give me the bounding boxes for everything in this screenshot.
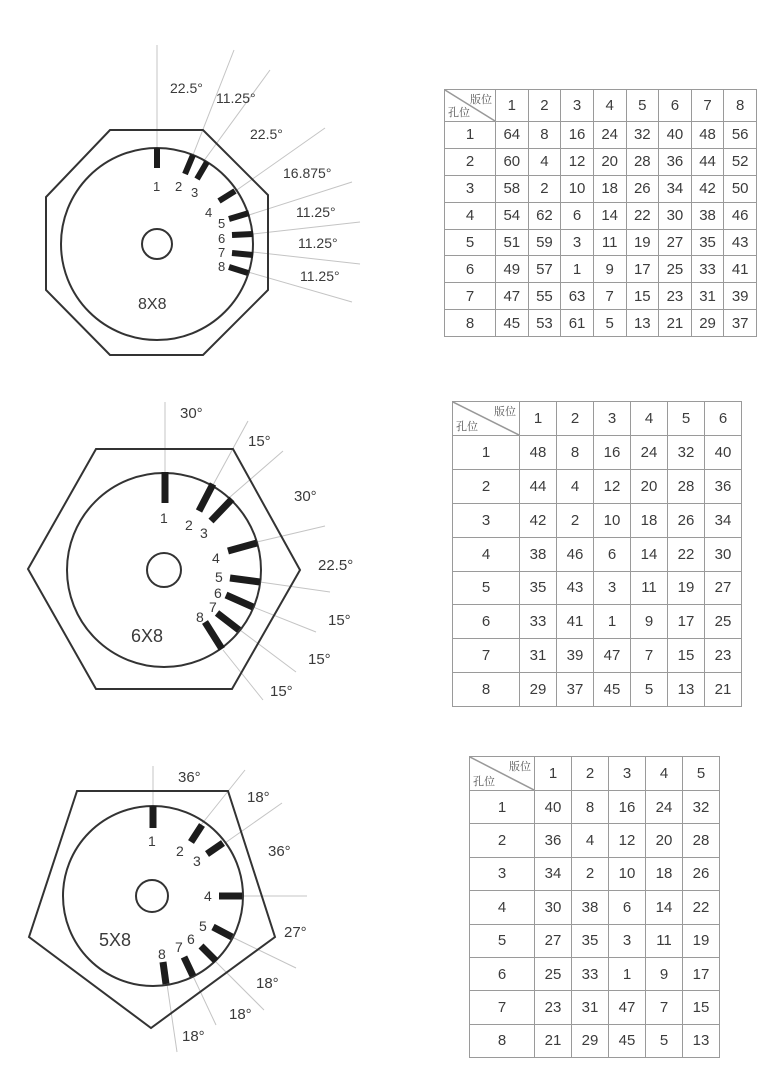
table-cell: 55 [528, 283, 561, 310]
svg-text:30°: 30° [180, 405, 203, 422]
table-cell: 47 [594, 639, 631, 673]
table-cell: 4 [572, 824, 609, 857]
hole-plate-table-8x8 [444, 89, 757, 337]
table-cell: 13 [626, 310, 659, 337]
center-hole [142, 229, 172, 259]
row-header: 4 [470, 891, 535, 924]
svg-text:8: 8 [158, 946, 166, 962]
table-cell: 38 [691, 202, 724, 229]
column-header: 4 [593, 90, 626, 122]
svg-text:5: 5 [218, 216, 226, 231]
column-header: 6 [659, 90, 692, 122]
svg-text:15°: 15° [270, 683, 293, 700]
slot-numbers [148, 833, 212, 962]
svg-text:2: 2 [175, 179, 183, 194]
table-cell: 2 [528, 175, 561, 202]
table-cell: 38 [520, 537, 557, 571]
table-cell: 35 [691, 229, 724, 256]
table-cell: 52 [724, 148, 757, 175]
table-cell: 36 [535, 824, 572, 857]
svg-text:36°: 36° [178, 769, 201, 786]
table-cell: 45 [594, 673, 631, 707]
svg-text:11.25°: 11.25° [296, 204, 336, 220]
table-cell: 42 [691, 175, 724, 202]
table-cell: 44 [520, 469, 557, 503]
column-header: 1 [520, 402, 557, 436]
svg-text:36°: 36° [268, 843, 291, 860]
table-cell: 49 [496, 256, 529, 283]
table-cell: 4 [557, 469, 594, 503]
svg-text:15°: 15° [248, 433, 271, 450]
table-cell: 30 [659, 202, 692, 229]
svg-text:6: 6 [218, 231, 226, 246]
row-header: 5 [470, 924, 535, 957]
row-header: 6 [470, 957, 535, 990]
table-cell: 23 [535, 991, 572, 1024]
column-axis-label: 版位 [494, 405, 516, 418]
table-cell: 17 [626, 256, 659, 283]
row-header: 7 [470, 991, 535, 1024]
table-cell: 16 [609, 791, 646, 824]
table-cell: 34 [659, 175, 692, 202]
table-row [470, 991, 720, 1024]
column-header: 1 [535, 757, 572, 791]
table-cell: 33 [572, 957, 609, 990]
table-cell: 15 [668, 639, 705, 673]
table-cell: 9 [593, 256, 626, 283]
table-cell: 40 [705, 436, 742, 470]
table-cell: 34 [535, 857, 572, 890]
table-cell: 29 [691, 310, 724, 337]
table-row [453, 673, 742, 707]
column-header: 4 [631, 402, 668, 436]
table-cell: 58 [496, 175, 529, 202]
table-cell: 47 [609, 991, 646, 1024]
row-header: 8 [445, 310, 496, 337]
table-cell: 10 [594, 503, 631, 537]
table-cell: 59 [528, 229, 561, 256]
table-cell: 11 [593, 229, 626, 256]
table-row [445, 148, 757, 175]
svg-text:18°: 18° [182, 1028, 205, 1045]
table-cell: 5 [631, 673, 668, 707]
table-cell: 48 [691, 122, 724, 149]
table-cell: 12 [561, 148, 594, 175]
table-cell: 57 [528, 256, 561, 283]
column-header: 7 [691, 90, 724, 122]
slot-bars [153, 806, 242, 984]
column-header: 8 [724, 90, 757, 122]
table-cell: 9 [646, 957, 683, 990]
table-cell: 12 [609, 824, 646, 857]
table-cell: 41 [724, 256, 757, 283]
table-cell: 7 [593, 283, 626, 310]
table-row [445, 310, 757, 337]
row-header: 1 [445, 122, 496, 149]
svg-text:27°: 27° [284, 924, 307, 941]
table-cell: 42 [520, 503, 557, 537]
table-cell: 37 [557, 673, 594, 707]
table-row [453, 639, 742, 673]
table-row [470, 824, 720, 857]
table-cell: 27 [535, 924, 572, 957]
table-cell: 9 [631, 605, 668, 639]
table-cell: 16 [594, 436, 631, 470]
table-cell: 64 [496, 122, 529, 149]
svg-text:22.5°: 22.5° [318, 557, 354, 574]
table-cell: 14 [593, 202, 626, 229]
table-cell: 26 [683, 857, 720, 890]
table-cell: 30 [705, 537, 742, 571]
table-row [470, 957, 720, 990]
table-row [470, 891, 720, 924]
column-axis-label: 版位 [470, 93, 492, 106]
table-cell: 21 [659, 310, 692, 337]
column-header: 4 [646, 757, 683, 791]
svg-text:22.5°: 22.5° [250, 126, 283, 142]
row-axis-label: 孔位 [448, 106, 470, 119]
table-cell: 31 [520, 639, 557, 673]
table-row [470, 1024, 720, 1057]
column-header: 3 [594, 402, 631, 436]
table-cell: 44 [691, 148, 724, 175]
svg-text:18°: 18° [247, 789, 270, 806]
table-cell: 15 [683, 991, 720, 1024]
table-cell: 45 [496, 310, 529, 337]
table-header-row [453, 402, 742, 436]
table-cell: 6 [609, 891, 646, 924]
table-cell: 25 [659, 256, 692, 283]
table-cell: 16 [561, 122, 594, 149]
svg-text:7: 7 [218, 245, 226, 260]
table-cell: 29 [520, 673, 557, 707]
table-cell: 26 [626, 175, 659, 202]
table-cell: 3 [594, 571, 631, 605]
slot-numbers [160, 510, 223, 625]
svg-text:8: 8 [218, 259, 226, 274]
table-cell: 12 [594, 469, 631, 503]
row-header: 1 [470, 791, 535, 824]
svg-text:5: 5 [199, 918, 207, 934]
svg-text:2: 2 [185, 517, 193, 533]
table-row [453, 503, 742, 537]
row-header: 2 [445, 148, 496, 175]
table-cell: 13 [683, 1024, 720, 1057]
table-cell: 17 [668, 605, 705, 639]
row-header: 8 [470, 1024, 535, 1057]
table-cell: 50 [724, 175, 757, 202]
table-cell: 24 [646, 791, 683, 824]
svg-text:15°: 15° [308, 651, 331, 668]
column-header: 1 [496, 90, 529, 122]
table-cell: 27 [659, 229, 692, 256]
table-cell: 3 [609, 924, 646, 957]
table-cell: 31 [691, 283, 724, 310]
table-row [445, 256, 757, 283]
table-cell: 1 [609, 957, 646, 990]
table-cell: 62 [528, 202, 561, 229]
table-cell: 19 [683, 924, 720, 957]
table-cell: 40 [659, 122, 692, 149]
octagon-8x8-diagram [0, 0, 420, 380]
column-header: 2 [557, 402, 594, 436]
table-cell: 30 [535, 891, 572, 924]
table-cell: 19 [626, 229, 659, 256]
svg-text:3: 3 [193, 853, 201, 869]
table-cell: 35 [572, 924, 609, 957]
table-header-row [445, 90, 757, 122]
table-cell: 28 [683, 824, 720, 857]
table-cell: 25 [705, 605, 742, 639]
svg-text:1: 1 [153, 179, 161, 194]
table-cell: 34 [705, 503, 742, 537]
table-row [470, 924, 720, 957]
table-cell: 21 [535, 1024, 572, 1057]
table-cell: 5 [646, 1024, 683, 1057]
svg-text:15°: 15° [328, 612, 351, 629]
table-cell: 19 [668, 571, 705, 605]
pentagon-5x8-drawing [0, 740, 420, 1079]
column-header: 2 [528, 90, 561, 122]
svg-text:6: 6 [187, 931, 195, 947]
column-header: 5 [683, 757, 720, 791]
table-cell: 31 [572, 991, 609, 1024]
table-cell: 8 [572, 791, 609, 824]
table-cell: 6 [561, 202, 594, 229]
hole-plate-table-6x8 [452, 401, 742, 707]
pentagon-5x8-diagram [0, 740, 420, 1079]
row-header: 3 [453, 503, 520, 537]
table-cell: 32 [626, 122, 659, 149]
table-cell: 23 [659, 283, 692, 310]
svg-text:11.25°: 11.25° [298, 235, 338, 251]
table-cell: 25 [535, 957, 572, 990]
svg-text:11.25°: 11.25° [216, 90, 256, 106]
table-cell: 29 [572, 1024, 609, 1057]
row-header: 3 [470, 857, 535, 890]
table-cell: 15 [626, 283, 659, 310]
table-row [445, 175, 757, 202]
table-row [453, 537, 742, 571]
table-cell: 63 [561, 283, 594, 310]
table-row [445, 122, 757, 149]
svg-text:4: 4 [212, 550, 220, 566]
table-cell: 39 [557, 639, 594, 673]
table-cell: 32 [668, 436, 705, 470]
corner-header-cell [453, 402, 520, 436]
table-row [453, 436, 742, 470]
row-header: 5 [453, 571, 520, 605]
table-cell: 8 [528, 122, 561, 149]
row-header: 7 [445, 283, 496, 310]
table-cell: 20 [631, 469, 668, 503]
column-axis-label: 版位 [509, 760, 531, 773]
svg-text:7: 7 [209, 599, 217, 615]
row-header: 8 [453, 673, 520, 707]
table-cell: 28 [626, 148, 659, 175]
table-cell: 37 [724, 310, 757, 337]
table-cell: 46 [557, 537, 594, 571]
row-header: 4 [445, 202, 496, 229]
table-cell: 28 [668, 469, 705, 503]
table-cell: 43 [724, 229, 757, 256]
table-cell: 40 [535, 791, 572, 824]
table-cell: 22 [668, 537, 705, 571]
row-header: 2 [453, 469, 520, 503]
table-cell: 3 [561, 229, 594, 256]
table-cell: 56 [724, 122, 757, 149]
table-cell: 11 [646, 924, 683, 957]
table-cell: 22 [626, 202, 659, 229]
table-cell: 41 [557, 605, 594, 639]
table-cell: 7 [631, 639, 668, 673]
row-header: 2 [470, 824, 535, 857]
svg-text:1: 1 [160, 510, 168, 526]
table-cell: 27 [705, 571, 742, 605]
table-cell: 18 [631, 503, 668, 537]
svg-text:18°: 18° [256, 975, 279, 992]
svg-text:2: 2 [176, 843, 184, 859]
corner-header-cell [445, 90, 496, 122]
table-cell: 22 [683, 891, 720, 924]
hexagon-6x8-drawing [0, 380, 420, 720]
svg-text:30°: 30° [294, 488, 317, 505]
table-cell: 33 [520, 605, 557, 639]
table-cell: 20 [593, 148, 626, 175]
row-header: 1 [453, 436, 520, 470]
table-cell: 43 [557, 571, 594, 605]
table-row [445, 283, 757, 310]
table-cell: 18 [593, 175, 626, 202]
svg-text:6: 6 [214, 585, 222, 601]
octagon-8x8-drawing [0, 0, 420, 380]
table-cell: 54 [496, 202, 529, 229]
svg-text:4: 4 [204, 888, 212, 904]
table-header-row [470, 757, 720, 791]
table-row [445, 202, 757, 229]
table-row [453, 605, 742, 639]
table-cell: 7 [646, 991, 683, 1024]
svg-text:18°: 18° [229, 1006, 252, 1023]
table-cell: 46 [724, 202, 757, 229]
center-hole [147, 553, 181, 587]
table-cell: 38 [572, 891, 609, 924]
table-cell: 5 [593, 310, 626, 337]
table-cell: 10 [609, 857, 646, 890]
table-cell: 1 [594, 605, 631, 639]
svg-text:1: 1 [148, 833, 156, 849]
table-cell: 26 [668, 503, 705, 537]
svg-text:3: 3 [191, 185, 199, 200]
row-header: 6 [453, 605, 520, 639]
column-header: 3 [609, 757, 646, 791]
table-cell: 17 [683, 957, 720, 990]
row-header: 4 [453, 537, 520, 571]
diagram-title: 5X8 [99, 930, 132, 950]
table-cell: 8 [557, 436, 594, 470]
table-cell: 60 [496, 148, 529, 175]
svg-text:3: 3 [200, 525, 208, 541]
table-cell: 21 [705, 673, 742, 707]
column-header: 2 [572, 757, 609, 791]
table-row [470, 857, 720, 890]
column-header: 6 [705, 402, 742, 436]
table-cell: 2 [557, 503, 594, 537]
table-cell: 13 [668, 673, 705, 707]
column-header: 5 [668, 402, 705, 436]
svg-text:22.5°: 22.5° [170, 80, 203, 96]
svg-text:8: 8 [196, 609, 204, 625]
table-cell: 36 [705, 469, 742, 503]
row-header: 7 [453, 639, 520, 673]
table-cell: 11 [631, 571, 668, 605]
diagram-title: 8X8 [138, 296, 167, 313]
table-row [453, 469, 742, 503]
hole-plate-table-5x8 [469, 756, 720, 1058]
table-cell: 18 [646, 857, 683, 890]
column-header: 3 [561, 90, 594, 122]
table-cell: 45 [609, 1024, 646, 1057]
table-cell: 36 [659, 148, 692, 175]
table-cell: 53 [528, 310, 561, 337]
table-cell: 10 [561, 175, 594, 202]
column-header: 5 [626, 90, 659, 122]
table-cell: 47 [496, 283, 529, 310]
table-cell: 2 [572, 857, 609, 890]
corner-header-cell [470, 757, 535, 791]
hexagon-6x8-diagram [0, 380, 420, 720]
row-header: 3 [445, 175, 496, 202]
row-axis-label: 孔位 [473, 775, 495, 788]
table-cell: 14 [631, 537, 668, 571]
table-cell: 48 [520, 436, 557, 470]
table-cell: 6 [594, 537, 631, 571]
table-cell: 23 [705, 639, 742, 673]
table-cell: 14 [646, 891, 683, 924]
svg-text:16.875°: 16.875° [283, 165, 332, 181]
diagram-title: 6X8 [131, 626, 164, 646]
table-cell: 1 [561, 256, 594, 283]
table-cell: 20 [646, 824, 683, 857]
table-cell: 35 [520, 571, 557, 605]
table-cell: 33 [691, 256, 724, 283]
svg-text:4: 4 [205, 205, 213, 220]
slot-numbers [153, 179, 225, 274]
center-hole [136, 880, 168, 912]
table-cell: 39 [724, 283, 757, 310]
table-cell: 24 [593, 122, 626, 149]
table-row [445, 229, 757, 256]
svg-text:5: 5 [215, 569, 223, 585]
table-cell: 32 [683, 791, 720, 824]
row-axis-label: 孔位 [456, 420, 478, 433]
row-header: 6 [445, 256, 496, 283]
table-row [453, 571, 742, 605]
table-cell: 24 [631, 436, 668, 470]
table-cell: 51 [496, 229, 529, 256]
row-header: 5 [445, 229, 496, 256]
table-cell: 4 [528, 148, 561, 175]
svg-text:7: 7 [175, 939, 183, 955]
svg-text:11.25°: 11.25° [300, 268, 340, 284]
table-row [470, 791, 720, 824]
table-cell: 61 [561, 310, 594, 337]
